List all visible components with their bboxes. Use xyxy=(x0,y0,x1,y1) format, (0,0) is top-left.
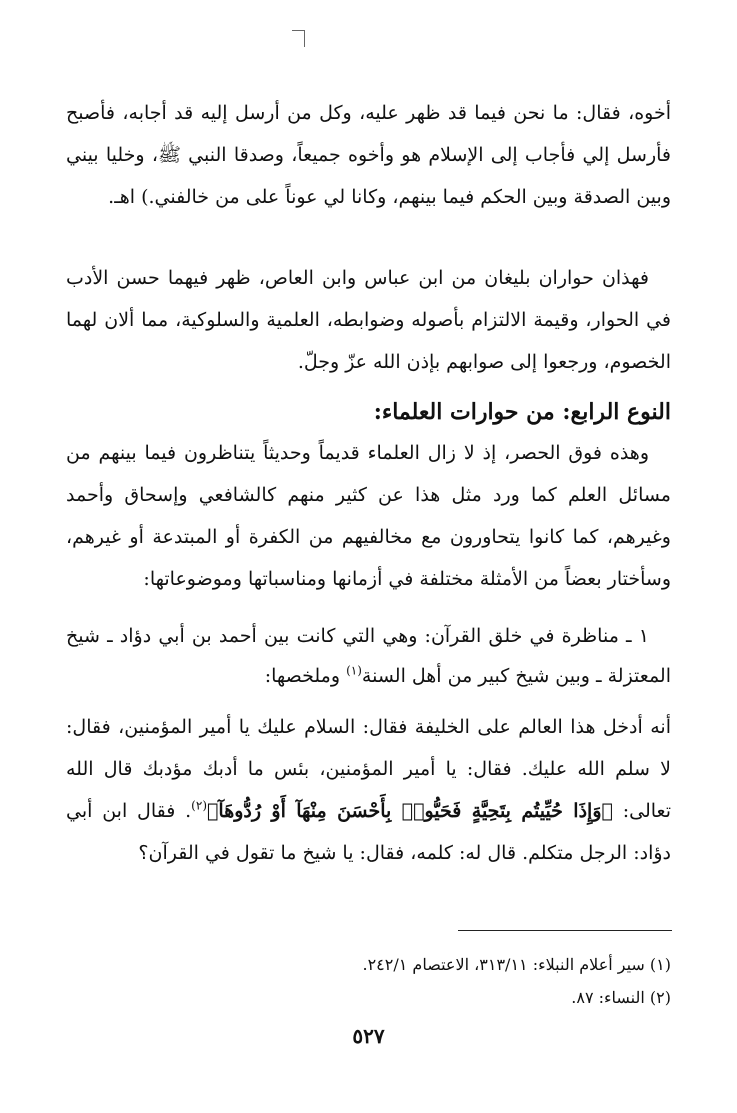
footnotes xyxy=(66,948,671,1014)
quran-verse: ﴿وَإِذَا حُيِّيتُم بِتَحِيَّةٍ فَحَيُّوا۟ بِأَحْسَنَ مِنْهَآ أَوْ رُدُّوهَآ﴾ xyxy=(207,800,613,822)
header-mark xyxy=(292,30,305,47)
footnote-divider xyxy=(458,930,672,931)
story-tail: . فقال ابن أبي دؤاد: الرجل متكلم. قال له: كلمه، فقال: يا شيخ ما تقول في القرآن؟ xyxy=(66,800,671,864)
list-item-1-tail: وملخصها: xyxy=(264,665,347,687)
footnote-1: (١) سير أعلام النبلاء: ٣١٣/١١، الاعتصام ٢٤٢/١. xyxy=(362,955,671,974)
story-paragraph xyxy=(66,706,671,874)
list-item-1-body: ١ ـ مناظرة في خلق القرآن: وهي التي كانت بين أحمد بن أبي دؤاد ـ شيخ المعتزلة ـ وبين شيخ كبير من أهل السنة xyxy=(66,625,671,687)
story-body: أنه أدخل هذا العالم على الخليفة فقال: السلام عليك يا أمير المؤمنين، فقال: لا سلم الله عليك. فقال: يا أمير المؤمنين، بئس ما أدبك مؤدبك قال الله تعالى: xyxy=(66,716,671,822)
footnote-ref-1[interactable]: (١) xyxy=(346,663,362,678)
section-heading: النوع الرابع: من حوارات العلماء: xyxy=(373,399,671,425)
paragraph-1-text: أخوه، فقال: ما نحن فيما قد ظهر عليه، وكل من أرسل إليه قد أجابه، فأصبح فأرسل إلي فأجاب إلى الإسلام هو وأخوه جميعاً، وصدقا النبي ﷺ، وخليا بيني وبين الصدقة وبين الحكم فيما بينهم، وكانا لي عوناً على من خالفني.) اهـ. xyxy=(66,102,671,208)
paragraph-3-text: وهذه فوق الحصر، إذ لا زال العلماء قديماً وحديثاً يتناظرون فيما بينهم من مسائل العلم كما ورد مثل هذا عن كثير منهم كالشافعي وإسحاق وأحمد وغيرهم، كما كانوا يتحاورون مع مخالفيهم من الكفرة أو المبتدعة أو غيرهم، وسأختار بعضاً من الأمثلة مختلفة في أزمانها ومناسباتها وموضوعاتها: xyxy=(66,442,671,590)
paragraph-1 xyxy=(66,92,671,218)
paragraph-2 xyxy=(66,257,671,383)
footnote-2: (٢) النساء: ٨٧. xyxy=(571,988,671,1007)
list-item-1 xyxy=(66,616,671,696)
list-item-1-text xyxy=(66,616,671,696)
page-number: ٥٢٧ xyxy=(352,1024,385,1048)
paragraph-2-text: فهذان حواران بليغان من ابن عباس وابن العاص، ظهر فيهما حسن الأدب في الحوار، وقيمة الالتزام بأصوله وضوابطه، العلمية والسلوكية، مما ألان لهما الخصوم، ورجعوا إلى صوابهم بإذن الله عزّ وجلّ. xyxy=(66,267,671,373)
footnote-ref-2[interactable]: (٢) xyxy=(191,798,207,813)
paragraph-3 xyxy=(66,432,671,600)
story-text xyxy=(66,706,671,874)
